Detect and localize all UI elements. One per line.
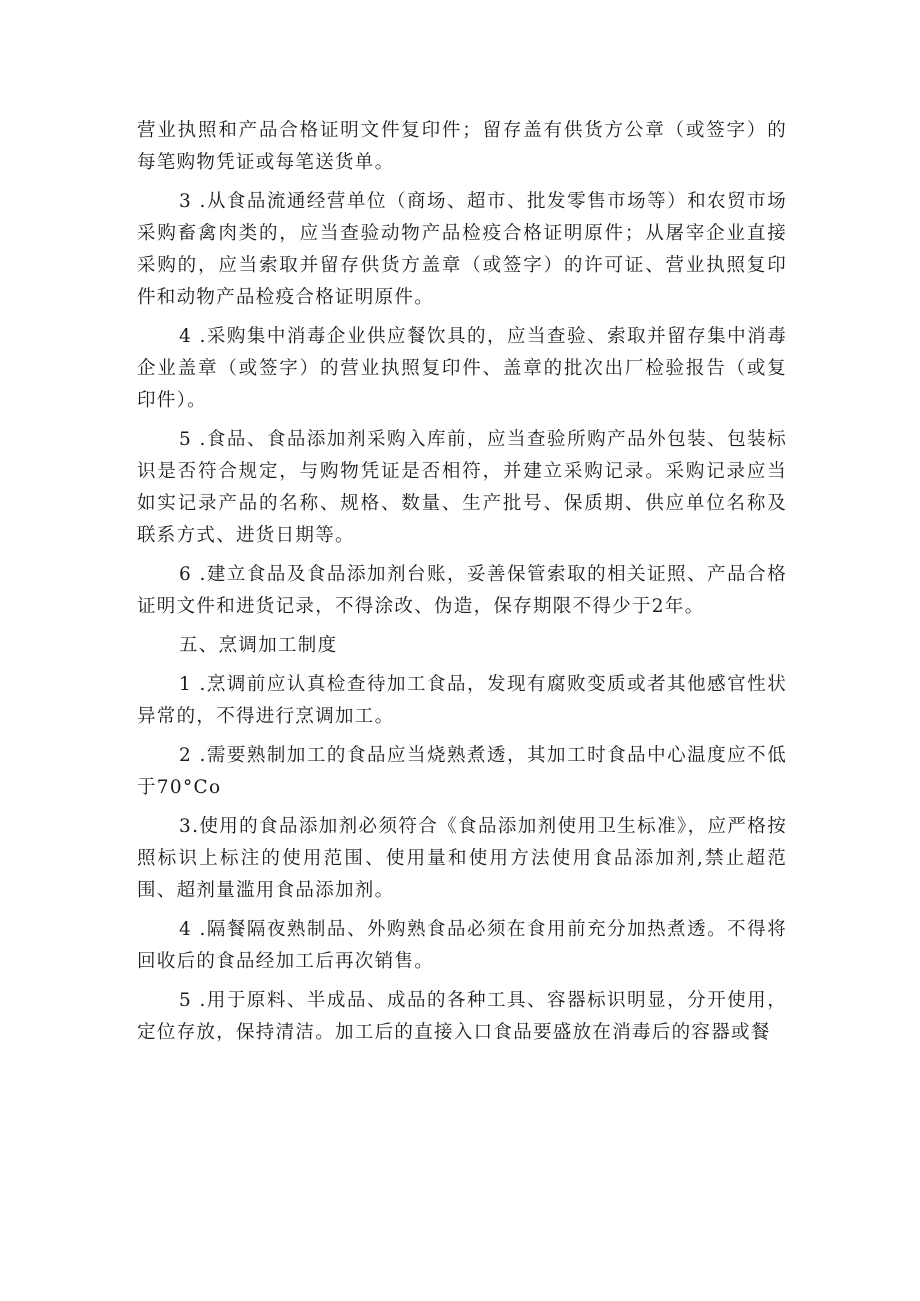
- paragraph-item-3: 3 .从食品流通经营单位（商场、超市、批发零售市场等）和农贸市场采购畜禽肉类的，应当查验动物产品检疫合格证明原件；从屠宰企业直接采购的，应当索取并留存供货方盖章（或签字）的许可证、营业执照复印件和动物产品检疫合格证明原件。: [137, 191, 787, 308]
- paragraph-item-4: 4 .采购集中消毒企业供应餐饮具的，应当查验、索取并留存集中消毒企业盖章（或签字）的营业执照复印件、盖章的批次出厂检验报告（或复印件）。: [137, 326, 787, 411]
- paragraph-cooking-3: 3.使用的食品添加剂必须符合《食品添加剂使用卫生标准》，应严格按照标识上标注的使用范围、使用量和使用方法使用食品添加剂,禁止超范围、超剂量滥用食品添加剂。: [137, 816, 787, 901]
- paragraph-cooking-5: 5 .用于原料、半成品、成品的各种工具、容器标识明显，分开使用，定位存放，保持清洁。加工后的直接入口食品要盛放在消毒后的容器或餐: [137, 990, 787, 1043]
- paragraph-cooking-2: 2 .需要熟制加工的食品应当烧熟煮透，其加工时食品中心温度应不低于70°Co: [137, 745, 787, 798]
- paragraph-cooking-1: 1 .烹调前应认真检查待加工食品，发现有腐败变质或者其他感官性状异常的，不得进行烹调加工。: [137, 674, 787, 727]
- paragraph-cooking-4: 4 .隔餐隔夜熟制品、外购熟食品必须在食用前充分加热煮透。不得将回收后的食品经加工后再次销售。: [137, 919, 787, 972]
- paragraph-item-5: 5 .食品、食品添加剂采购入库前，应当查验所购产品外包装、包装标识是否符合规定，与购物凭证是否相符，并建立采购记录。采购记录应当如实记录产品的名称、规格、数量、生产批号、保质期、供应单位名称及联系方式、进货日期等。: [137, 429, 787, 546]
- paragraph-continuation: 营业执照和产品合格证明文件复印件；留存盖有供货方公章（或签字）的每笔购物凭证或每笔送货单。: [137, 120, 787, 173]
- paragraph-item-6: 6 .建立食品及食品添加剂台账，妥善保管索取的相关证照、产品合格证明文件和进货记录，不得涂改、伪造，保存期限不得少于2年。: [137, 564, 787, 617]
- section-heading: 五、烹调加工制度: [179, 635, 338, 656]
- document-body: [137, 115, 787, 1056]
